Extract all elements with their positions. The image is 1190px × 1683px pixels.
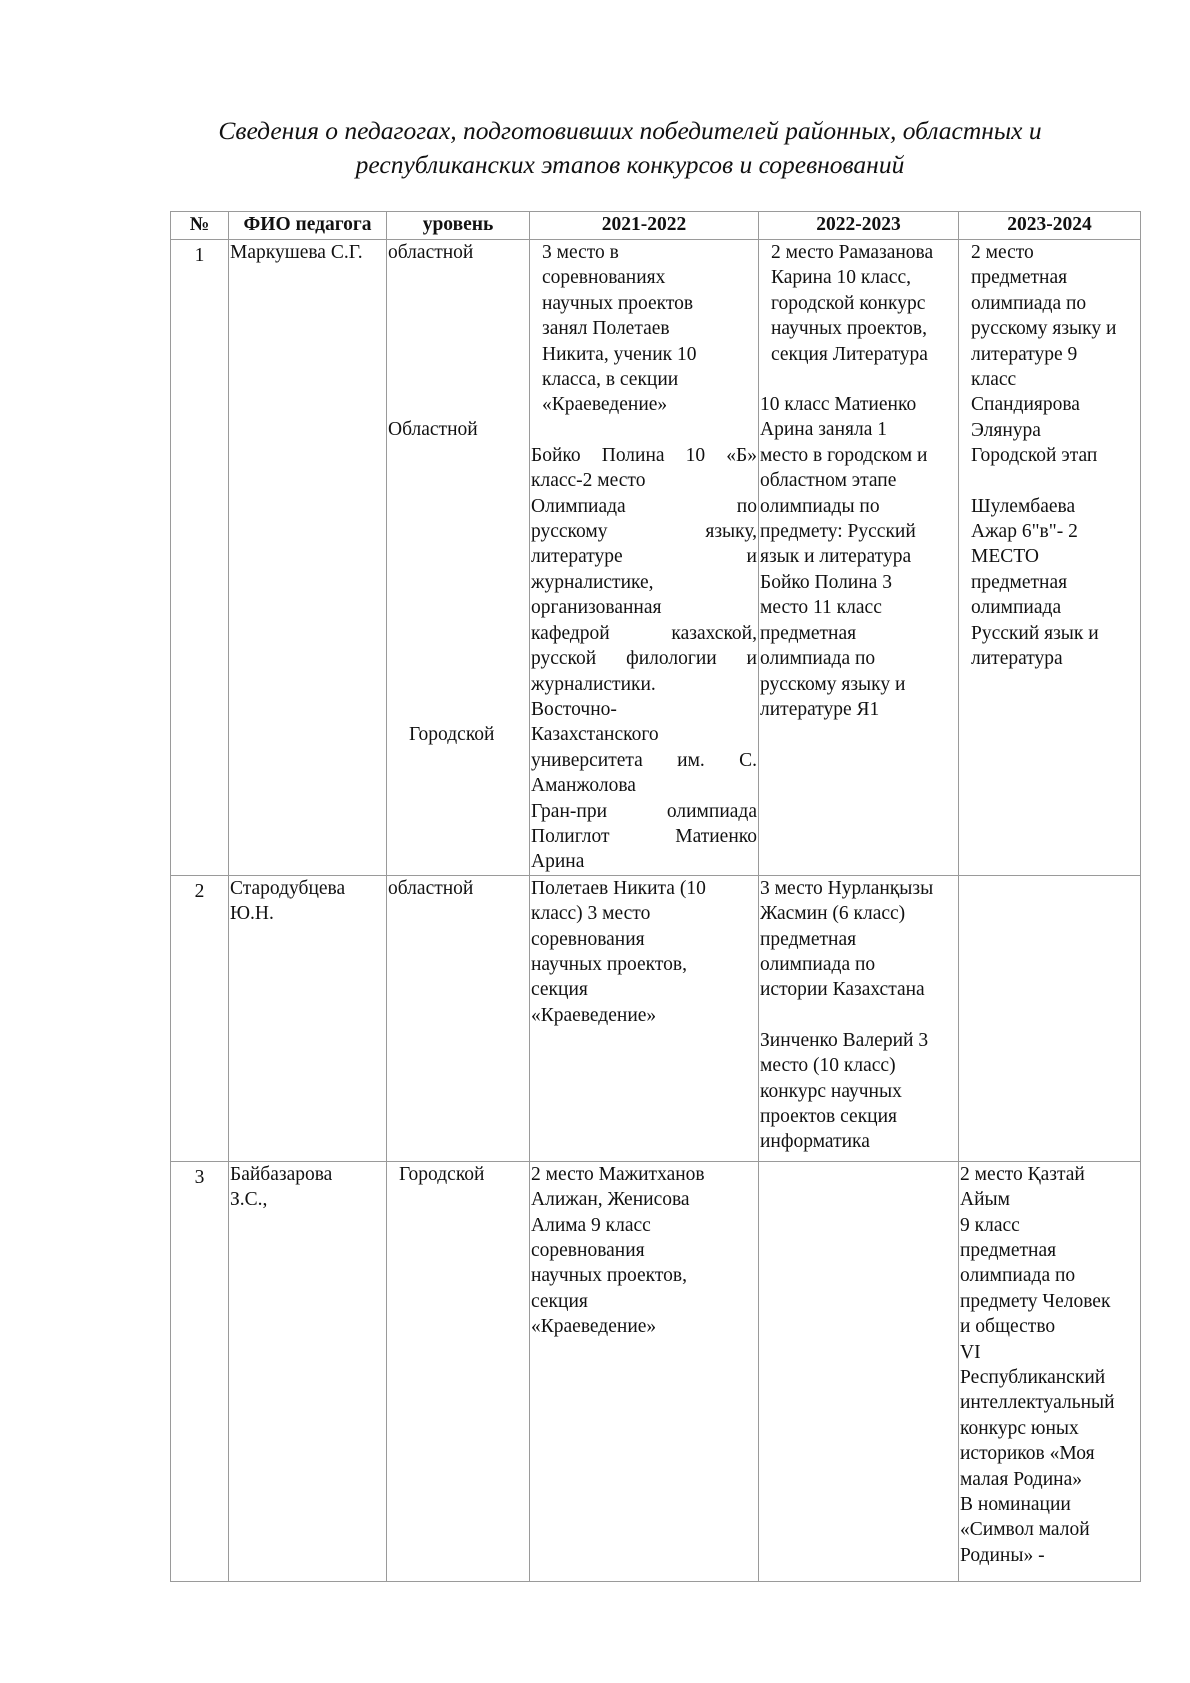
- achievement-entry: 10 класс Матиенко Арина заняла 1 место в городском и областном этапе олимпиады по предмету: Русский язык и литература Бойко Полина 3 место 11 класс предметная олимпиада по русскому языку и литературе Я1: [760, 394, 928, 720]
- header-level: уровень: [387, 212, 530, 240]
- achievement-entry: 3 место в соревнованиях научных проектов занял Полетаев Никита, ученик 10 класса, в секции «Краеведение»: [542, 242, 697, 416]
- title-line-1: Сведения о педагогах, подготовивших победителей районных, областных и: [218, 116, 1042, 145]
- achievement-entry: Бойко Полина 10 «Б» класс-2 место Олимпиада по русскому языку, литературе и журналистике, организованная кафедрой казахской, русской филологии и журналистики. Восточно- Казахстанского университета им. С. Аманжолова Гран-при олимпиада Полиглот Матиенко Арина: [531, 444, 757, 873]
- row-number: 2: [171, 875, 229, 1161]
- teachers-table: [170, 211, 1141, 1582]
- level-value: Городской: [409, 723, 495, 745]
- row-number: 3: [171, 1161, 229, 1581]
- achievements-2022-2023: [759, 1161, 959, 1581]
- achievements-2023-2024: [959, 240, 1141, 876]
- achievement-entry: 3 место Нурланқызы Жасмин (6 класс) предметная олимпиада по истории Казахстана: [760, 877, 934, 1001]
- level-value: Областной: [388, 419, 478, 441]
- level-value: областной: [388, 242, 474, 263]
- row-number: 1: [171, 240, 229, 876]
- achievement-entry: Зинченко Валерий 3 место (10 класс) конкурс научных проектов секция информатика: [760, 1029, 929, 1153]
- page-title: [170, 114, 1090, 182]
- header-teacher: ФИО педагога: [229, 212, 387, 240]
- table-row: [171, 1161, 1141, 1581]
- level-cell: [387, 240, 530, 876]
- achievements-2021-2022: [530, 875, 759, 1161]
- header-2023-2024: 2023-2024: [959, 212, 1141, 240]
- header-num: №: [171, 212, 229, 240]
- level-value: областной: [388, 877, 474, 899]
- achievements-2023-2024: [959, 875, 1141, 1161]
- achievement-entry: 2 место предметная олимпиада по русскому языку и литературе 9 класс Спандиярова Элянура Городской этап: [971, 242, 1117, 467]
- header-2021-2022: 2021-2022: [530, 212, 759, 240]
- teacher-name: Стародубцева Ю.Н.: [229, 875, 387, 1161]
- achievements-2022-2023: [759, 875, 959, 1161]
- title-line-2: республиканских этапов конкурсов и соревнований: [355, 150, 905, 179]
- achievement-entry: Шулембаева Ажар 6"в"- 2 МЕСТО предметная олимпиада Русский язык и литература: [971, 495, 1099, 670]
- achievement-entry: 2 место Мажитханов Алижан, Женисова Алима 9 класс соревнования научных проектов, секция «Краеведение»: [531, 1163, 705, 1338]
- achievements-2023-2024: [959, 1161, 1141, 1581]
- header-2022-2023: 2022-2023: [759, 212, 959, 240]
- achievement-entry: 2 место Қазтай Айым 9 класс предметная олимпиада по предмету Человек и общество VI Республиканский интеллектуальный конкурс юных историков «Моя малая Родина» В номинации «Символ малой Родины» -: [960, 1163, 1115, 1566]
- achievements-2022-2023: [759, 240, 959, 876]
- teacher-name: Байбазарова З.С.,: [229, 1161, 387, 1581]
- achievement-entry: Полетаев Никита (10 класс) 3 место соревнования научных проектов, секция «Краеведение»: [531, 877, 706, 1026]
- table-row: [171, 875, 1141, 1161]
- teacher-name: Маркушева С.Г.: [229, 240, 387, 876]
- table-header-row: [171, 212, 1141, 240]
- level-cell: [387, 875, 530, 1161]
- table-row: [171, 240, 1141, 876]
- achievement-entry: 2 место Рамазанова Карина 10 класс, городской конкурс научных проектов, секция Литература: [771, 242, 934, 365]
- achievements-2021-2022: [530, 1161, 759, 1581]
- level-value: Городской: [399, 1163, 485, 1185]
- level-cell: [387, 1161, 530, 1581]
- achievements-2021-2022: [530, 240, 759, 876]
